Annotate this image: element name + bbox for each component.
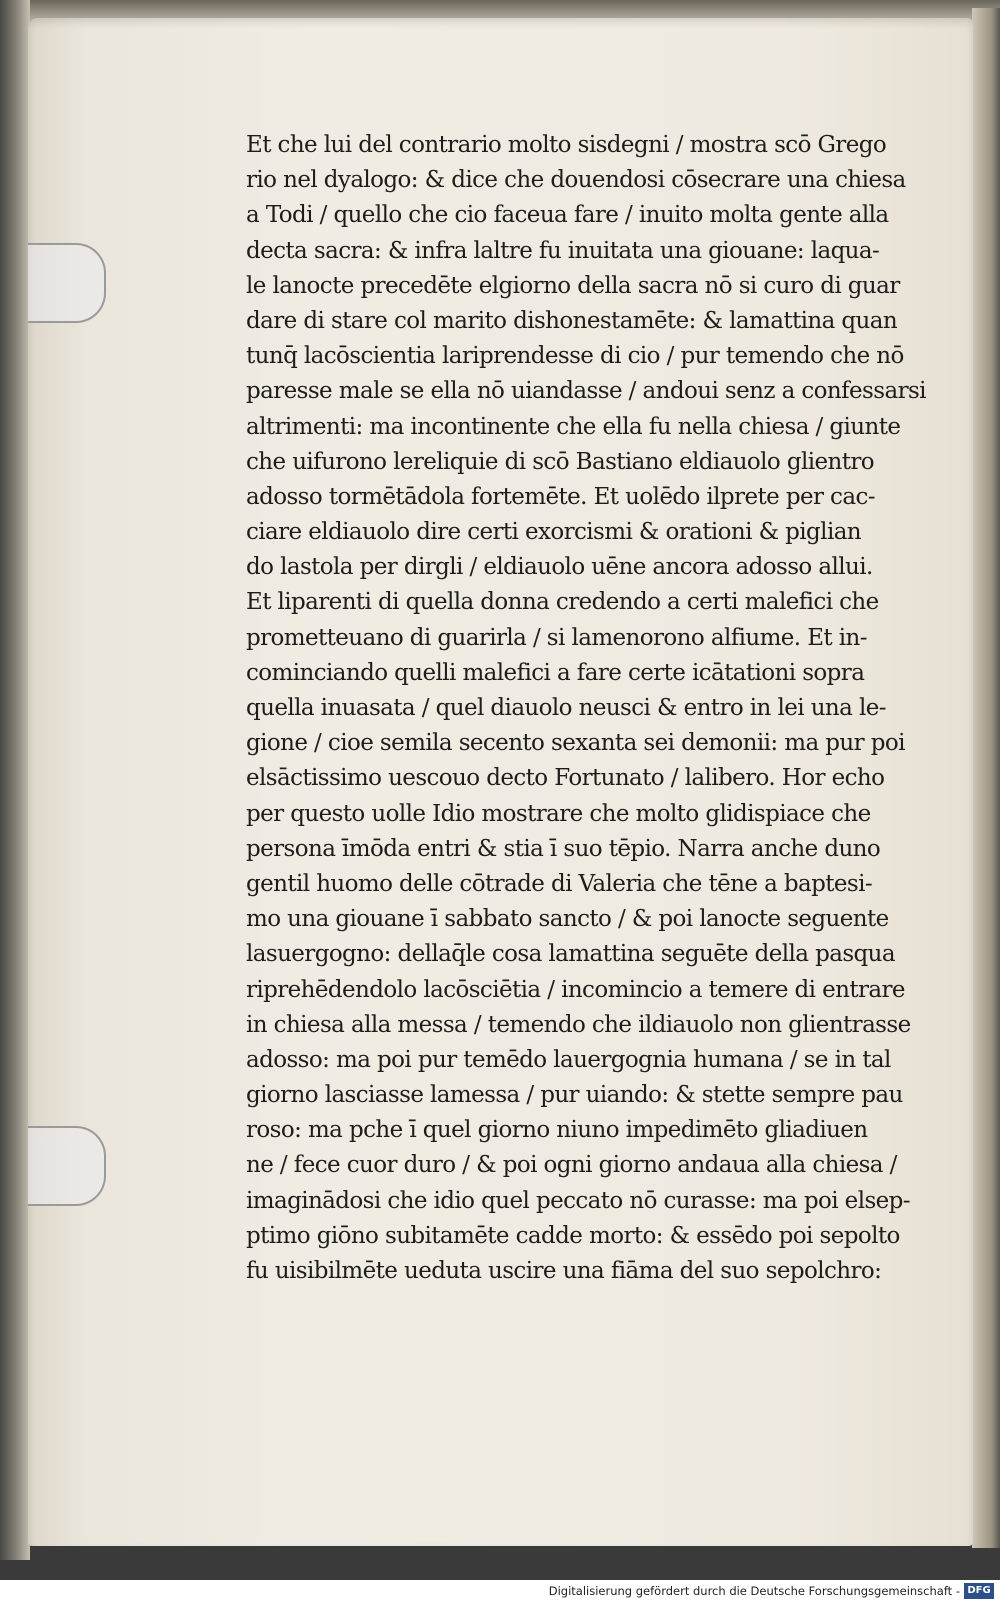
- text-line: altrimenti: ma incontinente che ella fu nella chiesa / giunte: [246, 413, 901, 440]
- book-left-edge: [0, 0, 30, 1560]
- text-line: elsāctissimo uescouo decto Fortunato / lalibero. Hor echo: [246, 765, 885, 792]
- text-line: quella inuasata / quel diauolo neusci & entro in lei una le-: [246, 695, 886, 721]
- text-line: adosso tormētādola fortemēte. Et uolēdo ilprete per cac-: [246, 483, 875, 510]
- book-fore-edge: [972, 8, 1000, 1548]
- text-line: decta sacra: & infra laltre fu inuitata una giouane: laqua-: [246, 237, 880, 264]
- text-line: cominciando quelli malefici a fare certe icātationi sopra: [246, 659, 865, 686]
- text-line: ne / fece cuor duro / & poi ogni giorno andaua alla chiesa /: [246, 1152, 897, 1179]
- page-clip-bottom: [28, 1126, 106, 1206]
- text-line: gentil huomo delle cōtrade di Valeria che tēne a baptesi-: [246, 870, 873, 897]
- text-line: lasuergogno: dellaq̄le cosa lamattina seguēte della pasqua: [246, 941, 895, 968]
- footer-bar: [0, 1580, 1000, 1603]
- text-line: giorno lasciasse lamessa / pur uiando: & stette sempre pau: [246, 1082, 903, 1109]
- text-line: persona īmōda entri & stia ī suo tēpio. Narra anche duno: [246, 835, 881, 862]
- text-line: dare di stare col marito dishonestamēte: & lamattina quan: [246, 307, 898, 334]
- text-line: per questo uolle Idio mostrare che molto glidispiace che: [246, 800, 871, 827]
- text-line: prometteuano di guarirla / si lamenorono alfiume. Et in-: [246, 624, 867, 651]
- text-line: roso: ma pche ī quel giorno niuno impedimēto gliadiuen: [246, 1117, 868, 1144]
- text-line: riprehēdendolo lacōsciētia / incomincio a temere di entrare: [246, 976, 905, 1003]
- text-line: tunq̄ lacōscientia lariprendesse di cio / pur temendo che nō: [246, 343, 904, 370]
- dfg-logo: DFG: [964, 1583, 994, 1599]
- text-line: Et liparenti di quella donna credendo a certi malefici che: [246, 589, 879, 616]
- text-line: mo una giouane ī sabbato sancto / & poi lanocte seguente: [246, 906, 889, 933]
- text-line: do lastola per dirgli / eldiauolo uēne ancora adosso allui.: [246, 554, 873, 581]
- text-line: che uifurono lereliquie di scō Bastiano eldiauolo glientro: [246, 448, 875, 475]
- text-line: paresse male se ella nō uiandasse / andoui senz a confessarsi: [246, 378, 926, 405]
- digitization-credit: Digitalisierung gefördert durch die Deutsche Forschungsgemeinschaft -: [548, 1584, 960, 1598]
- page-clip-top: [28, 243, 106, 323]
- text-line: ptimo giōno subitamēte cadde morto: & essēdo poi sepolto: [246, 1222, 900, 1249]
- text-line: imaginādosi che idio quel peccato nō curasse: ma poi elsep-: [246, 1187, 910, 1214]
- text-line: ciare eldiauolo dire certi exorcismi & orationi & piglian: [246, 519, 862, 546]
- page-text-block: [246, 128, 926, 1289]
- text-line: Et che lui del contrario molto sisdegni / mostra scō Grego: [246, 132, 887, 158]
- text-line: rio nel dyalogo: & dice che douendosi cōsecrare una chiesa: [246, 167, 906, 194]
- text-line: a Todi / quello che cio faceua fare / inuito molta gente alla: [246, 202, 889, 229]
- text-line: in chiesa alla messa / temendo che ildiauolo non glientrasse: [246, 1011, 911, 1038]
- text-line: adosso: ma poi pur temēdo lauergognia humana / se in tal: [246, 1046, 891, 1073]
- text-line: gione / cioe semila secento sexanta sei demonii: ma pur poi: [246, 730, 905, 757]
- text-line: le lanocte precedēte elgiorno della sacra nō si curo di guar: [246, 272, 900, 299]
- text-line: fu uisibilmēte ueduta uscire una fiāma del suo sepolchro:: [246, 1258, 882, 1284]
